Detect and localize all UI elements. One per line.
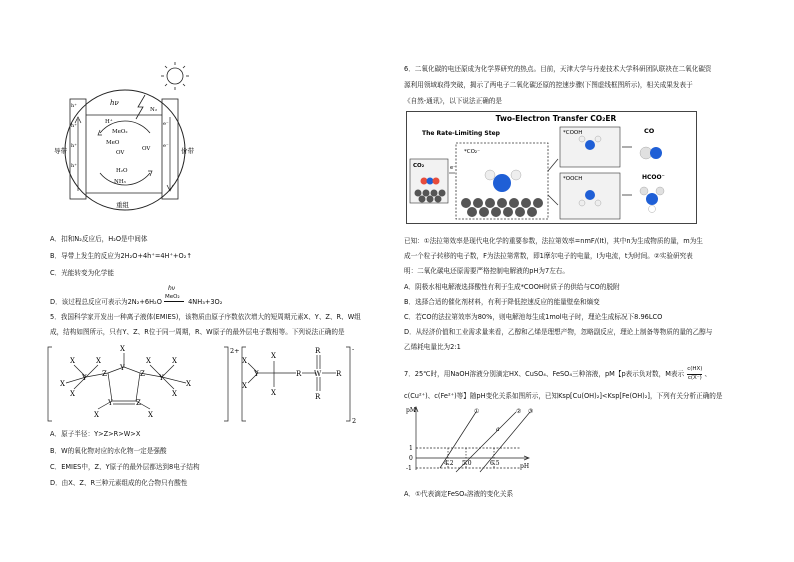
q7-frac-num: c(HX)	[687, 367, 702, 375]
atom-x-4: X	[96, 357, 101, 365]
h-prime-1: h⁺	[71, 103, 77, 109]
atom-x-1: X	[120, 345, 125, 353]
q7-stem-text: 7．25℃时，用NaOH溶液分别滴定HX、CuSO₄、FeSO₄三种溶液，pM【p表示负对数，M表示	[404, 370, 685, 378]
curve-2-label: ②	[516, 408, 522, 415]
valence-band-label: 价带	[181, 147, 194, 155]
q5-option-a[interactable]: A．原子半径：Y>Z>R>W>X	[50, 430, 141, 438]
graph-y-1: 1	[409, 445, 413, 452]
graph-x-65: 6.5	[490, 460, 500, 467]
graph-x-42: 4.2	[444, 460, 454, 467]
figure-title: Two-Electron Transfer CO₂ER	[495, 114, 617, 123]
ov-label-2: OV	[116, 150, 125, 156]
atom-x-15: X	[271, 389, 276, 397]
atom-z-3: Z	[136, 399, 141, 407]
e-label-1: e⁻	[163, 121, 169, 127]
q6-option-d-cont: 乙烯耗电量比为2:1	[404, 343, 461, 351]
conduction-band-label: 导带	[54, 147, 67, 155]
atom-z-2: Z	[140, 370, 145, 378]
q6-option-d[interactable]: D．从经济价值和工业需求量来看，乙醇和乙烯是理想产物，忽略副反应，理论上制备等物质的量的乙醇与	[404, 328, 713, 336]
nh3-label: NH₃	[114, 179, 126, 185]
pm-ph-graph	[404, 404, 534, 474]
q4-option-b[interactable]: B．导带上发生的反应为2H₂O+4h⁺=4H⁺+O₂↑	[50, 252, 192, 260]
co-label: CO	[644, 127, 655, 135]
curve-1-label: ①	[474, 408, 480, 415]
q7-stem-tail: 、	[704, 370, 712, 378]
h-prime-4: h⁺	[71, 163, 77, 169]
q4-option-c[interactable]: C．光能转变为化学能	[50, 269, 114, 277]
atom-x-5: X	[172, 357, 177, 365]
hv-label: hν	[110, 99, 119, 107]
atom-x-6: X	[172, 390, 177, 398]
sun-icon	[161, 62, 189, 90]
e-label-2: e⁻	[163, 143, 169, 149]
atom-z-1: Z	[102, 370, 107, 378]
atom-y-2: Y	[82, 374, 87, 382]
q7-stem-line-1	[404, 367, 711, 381]
ionic-liquid-structure	[46, 343, 366, 425]
atom-y-3: Y	[159, 374, 164, 382]
atom-x-11: X	[186, 380, 191, 388]
graph-xlabel: pH	[520, 463, 530, 470]
q5-option-d[interactable]: D．由X、Z、R三种元素组成的化合物只有酸性	[50, 479, 188, 487]
h2o-label: H₂O	[116, 168, 128, 174]
q4-option-d[interactable]	[50, 285, 223, 306]
q6-stem-line-3: 《自然-通讯》，以下说法正确的是	[404, 97, 502, 105]
cation-charge: 2+	[230, 347, 240, 355]
atom-x-10: X	[60, 380, 65, 388]
h-prime-2: h⁺	[71, 123, 77, 129]
q6-stem-line-2: 源利用领域取得突破，揭示了两电子二氧化碳还原的控速步骤(下图虚线框图所示)，相关成果发表于	[404, 81, 693, 89]
atom-r-4: R	[315, 393, 321, 401]
e-minus-label: e⁻	[450, 165, 456, 171]
q4-cond-bottom: MeO₂	[165, 294, 180, 300]
q7-stem-line-2: c(Cu²⁺)、c(Fe²⁺)等】随pH变化关系如图所示，已知Ksp[Cu(OH)₂]<Ksp[Fe(OH)₂]，下列有关分析正确的是	[404, 392, 723, 400]
q7-frac-den: c(X⁻)	[687, 374, 702, 381]
anion-charge: -	[352, 345, 355, 353]
atom-x-2: X	[70, 357, 75, 365]
atom-y-1: Y	[120, 364, 125, 372]
atom-w-1: W	[314, 370, 322, 378]
atom-r-1: R	[296, 370, 302, 378]
atom-x-8: X	[94, 411, 99, 419]
graph-x-50: 5.0	[462, 460, 472, 467]
q4-option-d-lhs: D．该过程总反应可表示为2N₂+6H₂O	[50, 298, 162, 306]
q5-stem-line-1: 5．我国科学家开发出一种离子液体(EMIES)，该物质由原子序数依次增大的短周期元素X、Y、Z、R、W组	[50, 313, 361, 321]
q4-cond-top: hν	[168, 285, 176, 292]
q5-stem-line-2: 成，结构如图所示，只有Y、Z、R位于同一周期，R、W原子的最外层电子数相等。下列说法正确的是	[50, 328, 345, 336]
q7-option-a[interactable]: A．①代表滴定FeSO₄溶液的变化关系	[404, 490, 514, 498]
q6-note-line-2: 成一个粒子转移的电子数，F为法拉第常数，即1摩尔电子的电量，I为电流，t为时间。②实验研究表	[404, 252, 693, 260]
q5-option-b[interactable]: B．W的氧化物对应的水化物一定是强酸	[50, 447, 167, 455]
q7-fraction	[687, 367, 702, 381]
graph-ylabel: pM	[406, 407, 416, 414]
atom-y-4: Y	[108, 399, 113, 407]
h-plus-label: H⁺	[105, 119, 113, 125]
h-prime-3: h⁺	[71, 143, 77, 149]
co2-ads-label: *CO₂⁻	[464, 149, 481, 155]
atom-x-7: X	[146, 357, 151, 365]
q6-option-c[interactable]: C．若CO的法拉第效率为80%，则电解池每生成1mol电子时，理论生成标况下8.96LCO	[404, 313, 663, 321]
q6-note-line-3: 明：二氧化碳电还原需要严格控制电解液的pH为7左右。	[404, 267, 569, 275]
n2-label: N₂	[150, 107, 158, 113]
co2er-figure-art	[406, 111, 696, 223]
q6-stem-line-1: 6．二氧化碳的电还原成为化学界研究的热点。目前，天津大学与丹麦技术大学科研团队联袂在二氧化碳资	[404, 65, 712, 73]
anion-subscript: 2	[352, 417, 357, 425]
atom-y-5: Y	[254, 370, 259, 378]
q6-option-a[interactable]: A．阴极水相电解液选择酸性有利于生成*COOH时质子的供给与CO的脱附	[404, 283, 620, 291]
hcoo-label: HCOO⁻	[642, 174, 665, 181]
curve-3-label: ③	[528, 408, 534, 415]
q6-option-b[interactable]: B．选择合适的催化剂材料，有利于降低控速反应的能量壁垒和熵变	[404, 298, 600, 306]
atom-x-14: X	[271, 352, 276, 360]
graph-y-m1: -1	[406, 465, 412, 472]
atom-x-13: X	[242, 382, 247, 390]
cooh-label: *COOH	[563, 130, 583, 136]
atom-x-12: X	[242, 357, 247, 365]
meo-label: MeO	[106, 140, 120, 146]
photocatalysis-diagram	[50, 55, 200, 215]
graph-y-0: 0	[409, 455, 413, 462]
q4-option-d-rhs: 4NH₃+3O₂	[188, 298, 223, 306]
meo2-label: MeO₂	[112, 129, 128, 135]
atom-x-3: X	[70, 390, 75, 398]
atom-x-9: X	[148, 411, 153, 419]
ov-label-1: OV	[142, 146, 151, 152]
rate-step-label: The Rate-Limiting Step	[422, 130, 500, 137]
ooch-label: *OOCH	[563, 176, 583, 182]
q5-option-c[interactable]: C．EMIES中，Z、Y原子的最外层都达到8电子结构	[50, 463, 200, 471]
recombination-label: 重组	[116, 201, 129, 209]
atom-r-2: R	[336, 370, 342, 378]
atom-r-3: R	[315, 347, 321, 355]
q4-option-a[interactable]: A．扣和N₂反应后，H₂O是中间体	[50, 235, 148, 243]
co2-label: CO₂	[413, 163, 425, 169]
point-a-label: a	[496, 426, 500, 433]
q6-note-line-1: 已知：①法拉第效率是现代电化学的重要参数，法拉第效率=nmF/(It)，其中n为生成物质的量，m为生	[404, 237, 703, 245]
q4-reaction-arrow	[164, 285, 186, 306]
